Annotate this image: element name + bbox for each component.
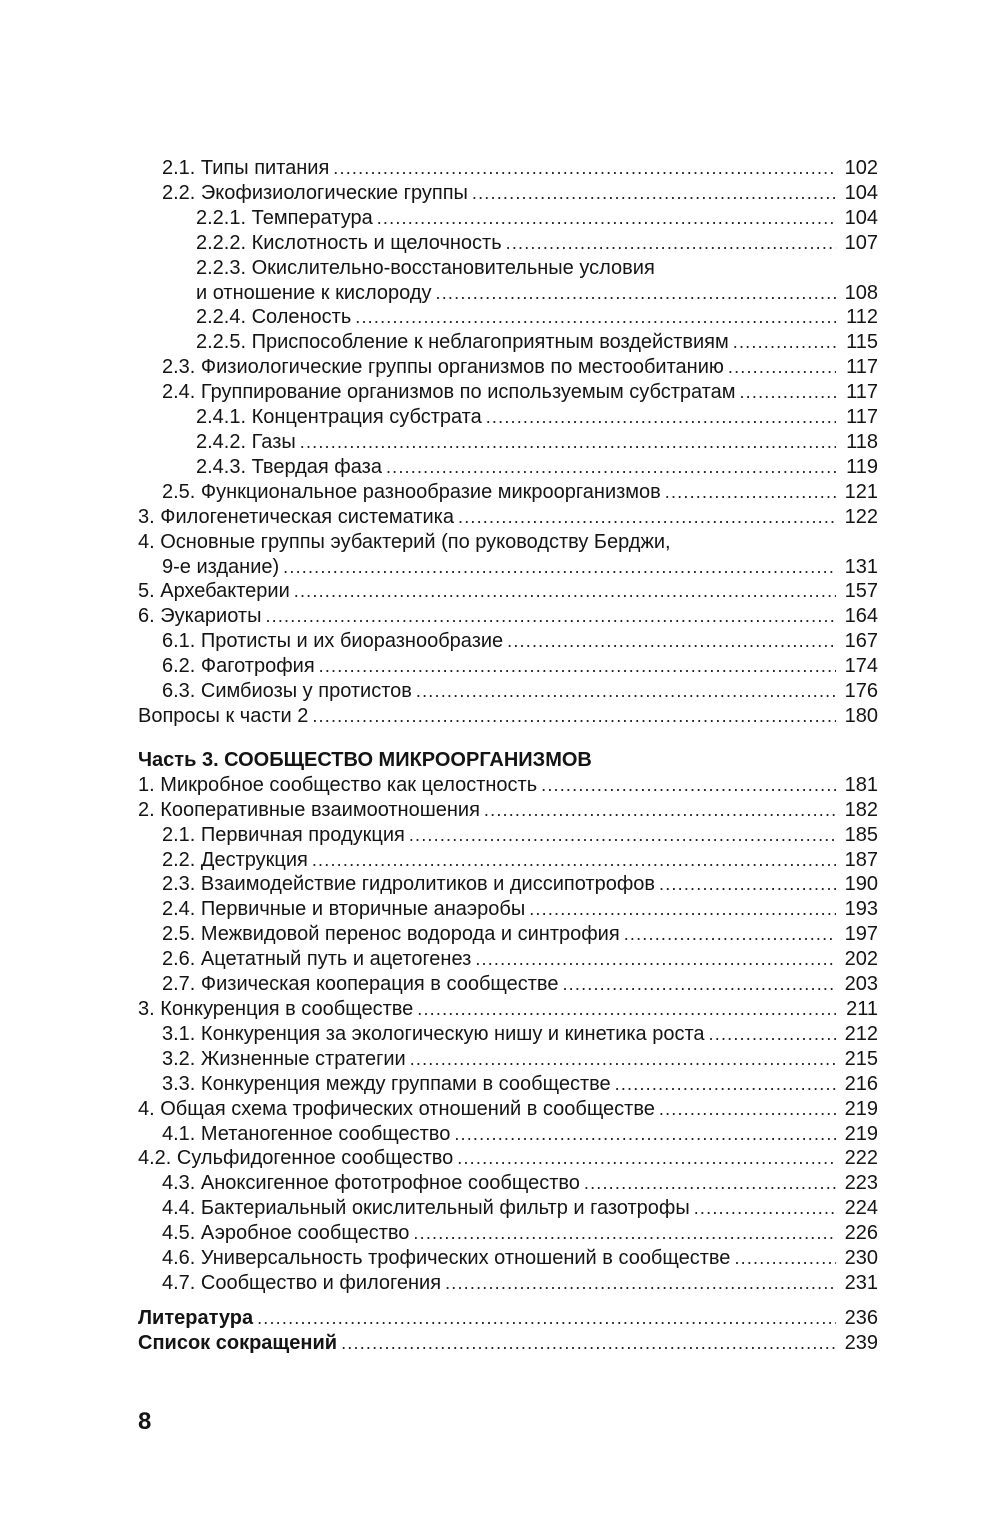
toc-entry-page: 176 <box>844 680 878 703</box>
toc-entry-title: 3.1. Конкуренция за экологическую нишу и кинетика роста <box>162 1022 705 1045</box>
toc-entry-title: 6.2. Фаготрофия <box>162 655 315 678</box>
toc-entry-page: 121 <box>844 480 878 503</box>
toc-entry-page: 104 <box>844 206 878 229</box>
toc-dot-leader <box>300 430 836 455</box>
toc-entry-page: 239 <box>844 1331 878 1354</box>
toc-entry-title: 9-е издание) <box>162 555 280 578</box>
toc-dot-leader <box>257 1306 836 1331</box>
toc-entry-title: 3.3. Конкуренция между группами в сообществе <box>162 1072 611 1095</box>
toc-entry-title: 2.3. Взаимодействие гидролитиков и диссипотрофов <box>162 873 656 896</box>
toc-entry-page: 185 <box>844 823 878 846</box>
toc-entry-title: 2.2. Деструкция <box>162 848 308 871</box>
toc-entry-title: 6.3. Симбиозы у протистов <box>162 680 412 703</box>
toc-entry-title: 2.7. Физическая кооперация в сообществе <box>162 973 559 996</box>
toc-entry <box>138 922 878 947</box>
toc-entry-title: 2.5. Функциональное разнообразие микроорганизмов <box>162 480 661 503</box>
toc-dot-leader <box>458 505 836 530</box>
toc-entry-page: 190 <box>844 873 878 896</box>
toc-entry-page: 122 <box>844 505 878 528</box>
toc-entry <box>138 704 878 729</box>
toc-entry-page: 230 <box>844 1247 878 1270</box>
toc-dot-leader <box>319 654 836 679</box>
toc-dot-leader <box>665 480 836 505</box>
page-number: 8 <box>138 1408 152 1435</box>
toc-entry-page: 193 <box>844 898 878 921</box>
part3-heading: Часть 3. СООБЩЕСТВО МИКРООРГАНИЗМОВ <box>138 748 592 771</box>
toc-entry-title: 4.4. Бактериальный окислительный фильтр и газотрофы <box>162 1197 690 1220</box>
toc-entry <box>138 430 878 455</box>
toc-entry-page: 107 <box>844 231 878 254</box>
toc-dot-leader <box>377 206 836 231</box>
toc-entry-page: 112 <box>846 306 878 329</box>
toc-dot-leader <box>472 181 836 206</box>
toc-entry-page: 223 <box>844 1172 878 1195</box>
toc-entry-page: 216 <box>844 1072 878 1095</box>
toc-entry <box>138 480 878 505</box>
toc-dot-leader <box>486 405 836 430</box>
toc-dot-leader <box>624 922 836 947</box>
toc-entry-page: 102 <box>844 157 878 179</box>
toc-entry-page: 115 <box>846 331 878 354</box>
toc-entry-page: 219 <box>844 1097 878 1120</box>
toc-entry-page: 167 <box>844 630 878 653</box>
toc-entry-title: 4.7. Сообщество и филогения <box>162 1271 442 1294</box>
toc-entry-page: 104 <box>844 181 878 204</box>
toc-dot-leader <box>294 579 836 604</box>
toc-entry <box>138 773 878 798</box>
toc-entry <box>138 555 878 580</box>
toc-entry-title: Вопросы к части 2 <box>138 704 309 727</box>
toc-entry-page: 226 <box>844 1222 878 1245</box>
toc-entry <box>138 1271 878 1296</box>
toc-entry-page: 212 <box>844 1022 878 1045</box>
toc-entry-title: 2.2.4. Соленость <box>196 306 352 329</box>
toc-entry-page: 181 <box>844 773 878 796</box>
toc-dot-leader <box>562 972 836 997</box>
toc-entry-title: 2.5. Межвидовой перенос водорода и синтрофия <box>162 923 620 946</box>
toc-entry-title: 2.4.2. Газы <box>196 430 296 453</box>
toc-entry <box>138 1022 878 1047</box>
toc-entry-page: 131 <box>844 555 878 578</box>
toc-entry <box>138 997 878 1022</box>
toc-entry-title: 4.5. Аэробное сообщество <box>162 1222 410 1245</box>
toc-entry <box>138 355 878 380</box>
toc-entry <box>138 798 878 823</box>
toc-end-list <box>138 1306 878 1356</box>
toc-dot-leader <box>475 947 836 972</box>
toc-entry-title: 2.4.3. Твердая фаза <box>196 455 382 478</box>
toc-entry-page: 182 <box>844 798 878 821</box>
toc-entry <box>138 897 878 922</box>
toc-entry <box>138 654 878 679</box>
toc-dot-leader <box>615 1072 836 1097</box>
toc-entry <box>138 872 878 897</box>
toc-dot-leader <box>457 1146 836 1171</box>
toc-dot-leader <box>341 1331 836 1356</box>
toc-entry <box>138 231 878 256</box>
toc-dot-leader <box>584 1171 836 1196</box>
toc-dot-leader <box>506 231 836 256</box>
toc-entry-title: 3. Филогенетическая систематика <box>138 505 454 528</box>
toc-entry-page: 108 <box>844 281 878 304</box>
toc-entry <box>138 1221 878 1246</box>
toc-entry <box>138 1072 878 1097</box>
toc-entry <box>138 823 878 848</box>
toc-entry <box>138 1306 878 1331</box>
toc-entry <box>138 972 878 997</box>
toc-entry-page: 187 <box>844 848 878 871</box>
toc-dot-leader <box>283 555 836 580</box>
toc-entry-page: 211 <box>846 998 878 1020</box>
toc-dot-leader <box>265 604 836 629</box>
table-of-contents <box>138 156 878 1356</box>
toc-entry-page: 231 <box>844 1271 878 1294</box>
toc-entry-title: 4. Общая схема трофических отношений в сообществе <box>138 1097 655 1120</box>
toc-entry-page: 157 <box>844 580 878 603</box>
toc-entry <box>138 1331 878 1356</box>
toc-dot-leader <box>659 872 836 897</box>
toc-dot-leader <box>445 1271 836 1296</box>
toc-entry-page: 224 <box>844 1197 878 1220</box>
toc-entry-title: 2. Кооперативные взаимоотношения <box>138 798 480 821</box>
toc-dot-leader <box>386 455 836 480</box>
toc-dot-leader <box>659 1097 836 1122</box>
toc-dot-leader <box>355 305 836 330</box>
toc-entry-title: 4.3. Аноксигенное фототрофное сообщество <box>162 1172 580 1195</box>
toc-dot-leader <box>312 848 836 873</box>
toc-entry <box>138 405 878 430</box>
toc-dot-leader <box>484 798 836 823</box>
toc-entry <box>138 330 878 355</box>
toc-entry-page: 203 <box>844 973 878 996</box>
toc-entry-title: 2.2.1. Температура <box>196 206 373 229</box>
toc-entry <box>138 305 878 330</box>
toc-entry <box>138 380 878 405</box>
toc-entry-title: 4. Основные группы эубактерий (по руководству Берджи, <box>138 530 671 553</box>
toc-entry-title: 2.2.3. Окислительно-восстановительные условия <box>196 256 655 279</box>
toc-entry-title: Литература <box>138 1306 254 1329</box>
toc-entry-page: 219 <box>844 1122 878 1145</box>
toc-entry <box>138 947 878 972</box>
toc-entry <box>138 629 878 654</box>
toc-dot-leader <box>436 281 836 306</box>
toc-dot-leader <box>529 897 836 922</box>
toc-entry <box>138 156 878 181</box>
toc-entry-title: 1. Микробное сообщество как целостность <box>138 773 538 796</box>
toc-entry-title: 2.1. Первичная продукция <box>162 823 405 846</box>
toc-entry-page: 164 <box>844 605 878 628</box>
toc-entry <box>138 1246 878 1271</box>
toc-dot-leader <box>734 1246 836 1271</box>
toc-entry-title: 2.4.1. Концентрация субстрата <box>196 406 482 429</box>
toc-entry <box>138 1171 878 1196</box>
toc-entry <box>138 455 878 480</box>
toc-entry <box>138 1146 878 1171</box>
toc-dot-leader <box>417 997 836 1022</box>
toc-dot-leader <box>413 1221 836 1246</box>
toc-entry-page: 236 <box>844 1306 878 1329</box>
toc-entry-title: 4.2. Сульфидогенное сообщество <box>138 1147 454 1170</box>
toc-entry-title: Список сокращений <box>138 1331 338 1354</box>
toc-entry-page: 197 <box>844 923 878 946</box>
toc-part2-list <box>138 156 878 729</box>
toc-entry-page: 117 <box>846 406 878 429</box>
toc-entry-title: 2.6. Ацетатный путь и ацетогенез <box>162 948 472 971</box>
toc-entry <box>138 579 878 604</box>
toc-entry-page: 119 <box>846 455 878 478</box>
toc-dot-leader <box>541 773 836 798</box>
toc-entry-title: 2.3. Физиологические группы организмов по местообитанию <box>162 356 724 379</box>
toc-entry <box>138 679 878 704</box>
toc-entry <box>138 1196 878 1221</box>
toc-dot-leader <box>739 380 836 405</box>
toc-entry-page: 174 <box>844 655 878 678</box>
toc-entry-title: 4.1. Метаногенное сообщество <box>162 1122 451 1145</box>
toc-entry-title: 2.2.5. Приспособление к неблагоприятным воздействиям <box>196 331 729 354</box>
toc-entry-title: 2.2.2. Кислотность и щелочность <box>196 231 502 254</box>
toc-entry-page: 117 <box>846 381 878 404</box>
toc-dot-leader <box>409 823 836 848</box>
toc-dot-leader <box>694 1196 836 1221</box>
toc-entry <box>138 281 878 306</box>
toc-dot-leader <box>733 330 836 355</box>
toc-entry <box>138 1047 878 1072</box>
toc-entry-page: 222 <box>844 1147 878 1170</box>
toc-entry-title: 2.2. Экофизиологические группы <box>162 181 468 204</box>
toc-entry-title: 5. Архебактерии <box>138 580 290 603</box>
toc-dot-leader <box>333 156 836 181</box>
toc-entry-title: 2.4. Первичные и вторичные анаэробы <box>162 898 526 921</box>
toc-entry-title: 4.6. Универсальность трофических отношений в сообществе <box>162 1247 731 1270</box>
toc-dot-leader <box>312 704 836 729</box>
toc-dot-leader <box>410 1047 836 1072</box>
toc-entry <box>138 1122 878 1147</box>
toc-entry-page: 117 <box>846 356 878 379</box>
toc-part3-list <box>138 773 878 1296</box>
toc-entry-title: 6. Эукариоты <box>138 605 262 628</box>
toc-entry-page: 180 <box>844 704 878 727</box>
toc-entry-page: 118 <box>846 430 878 453</box>
toc-entry <box>138 206 878 231</box>
toc-entry-page: 202 <box>844 948 878 971</box>
toc-entry-title: 3. Конкуренция в сообществе <box>138 998 414 1020</box>
toc-entry <box>138 181 878 206</box>
toc-dot-leader <box>454 1122 836 1147</box>
toc-entry-title: и отношение к кислороду <box>196 281 432 304</box>
toc-entry-page: 215 <box>844 1047 878 1070</box>
toc-entry <box>138 505 878 530</box>
toc-entry <box>138 1097 878 1122</box>
toc-dot-leader <box>507 629 836 654</box>
toc-entry-title: 6.1. Протисты и их биоразнообразие <box>162 630 504 653</box>
toc-entry <box>138 848 878 873</box>
toc-dot-leader <box>728 355 836 380</box>
toc-dot-leader <box>416 679 836 704</box>
toc-dot-leader <box>709 1022 836 1047</box>
toc-entry-title: 3.2. Жизненные стратегии <box>162 1047 406 1070</box>
toc-entry <box>138 604 878 629</box>
toc-entry-title: 2.1. Типы питания <box>162 157 330 179</box>
toc-entry-title: 2.4. Группирование организмов по используемым субстратам <box>162 381 736 404</box>
